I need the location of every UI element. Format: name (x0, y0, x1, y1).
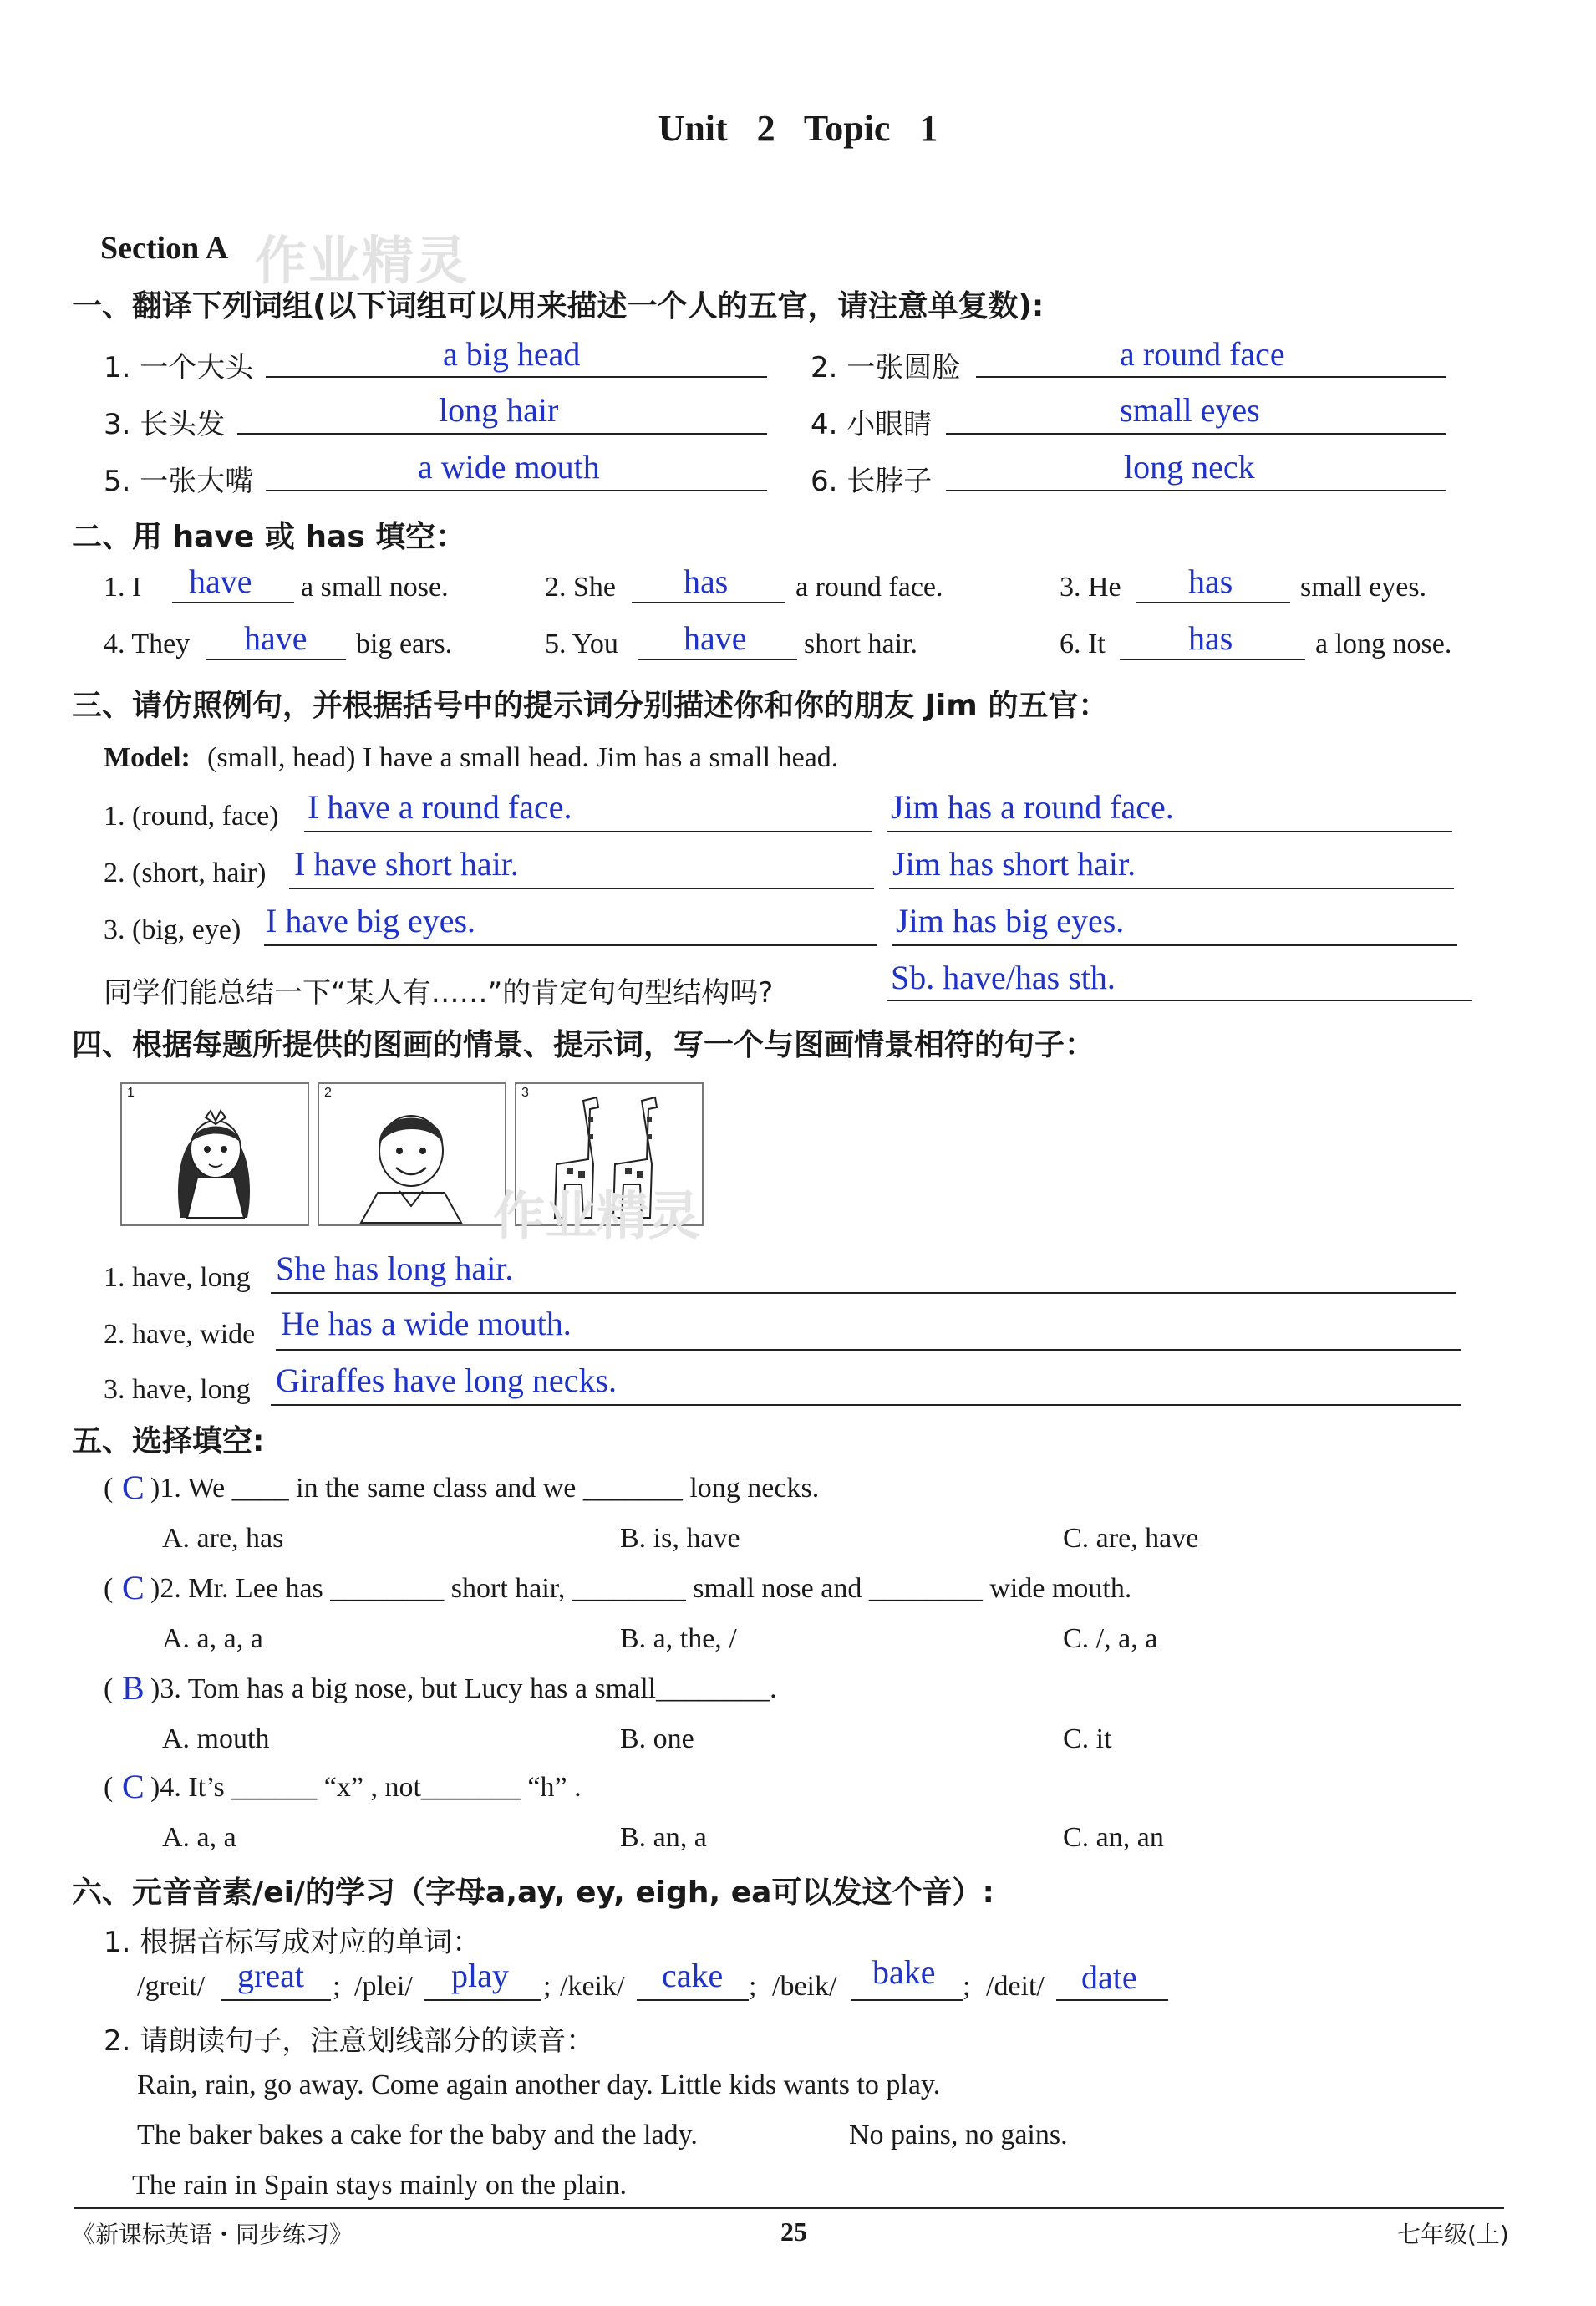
q4-answer: He has a wide mouth. (281, 1305, 572, 1342)
ipa: /greit/ (137, 1971, 206, 2002)
summary-question: 同学们能总结一下“某人有……”的肯定句句型结构吗? (104, 976, 774, 1010)
q1-answer: a wide mouth (418, 448, 600, 486)
q1-item-label: 3. 长头发 (104, 408, 226, 441)
answer-line (424, 1999, 541, 2001)
q1-item-label: 6. 长脖子 (811, 465, 933, 498)
reading-line-1: Rain, rain, go away. Come again another day. Little kids wants to play. (137, 2069, 941, 2100)
q1-heading: 一、翻译下列词组(以下词组可以用来描述一个人的五官，请注意单复数): (72, 289, 1045, 323)
q2-pre: 4. They (104, 629, 191, 659)
ipa: /plei/ (354, 1971, 413, 2002)
answer-line (637, 1999, 749, 2001)
q3-heading: 三、请仿照例句，并根据括号中的提示词分别描述你和你的朋友 Jim 的五官： (72, 689, 1109, 723)
paren-open: ( (104, 1673, 114, 1704)
q5-option-a: A. a, a (162, 1822, 236, 1853)
q1-answer: long neck (1124, 448, 1255, 486)
q1-answer: small eyes (1120, 391, 1260, 429)
answer-line (276, 1349, 1461, 1351)
answer-line (289, 888, 874, 889)
q3-answer-me: I have big eyes. (266, 902, 476, 939)
ipa: /beik/ (772, 1971, 837, 2002)
answer-line (851, 1999, 963, 2001)
answer-line (1056, 1999, 1168, 2001)
q1-item-label: 5. 一张大嘴 (104, 465, 254, 498)
q6-answer: play (451, 1957, 509, 1994)
q5-option-c: C. are, have (1063, 1523, 1199, 1554)
q2-pre: 1. I (104, 572, 142, 603)
q3-item-label: 3. (big, eye) (104, 914, 241, 945)
q2-answer: have (244, 619, 308, 657)
answer-line (266, 490, 767, 491)
q4-answer: Giraffes have long necks. (276, 1362, 618, 1399)
q2-answer: have (684, 619, 747, 657)
q2-heading: 二、用 have 或 has 填空： (72, 520, 466, 554)
picture-number: 1 (127, 1086, 135, 1100)
q4-item-label: 2. have, wide (104, 1319, 256, 1350)
answer-line (237, 433, 767, 435)
q2-post: a small nose. (301, 572, 449, 603)
reading-line-2b: No pains, no gains. (849, 2120, 1068, 2151)
answer-line (632, 602, 785, 603)
watermark: 作业精灵 (255, 230, 470, 291)
q6-answer: cake (662, 1957, 724, 1994)
q5-answer: C (122, 1768, 145, 1805)
paren-open: ( (104, 1772, 114, 1803)
separator: ; (749, 1971, 757, 2002)
q1-item-label: 4. 小眼睛 (811, 408, 933, 441)
separator: ; (963, 1971, 971, 2002)
q4-item-label: 1. have, long (104, 1262, 251, 1293)
q2-post: big ears. (356, 629, 453, 659)
watermark: 作业精灵 (493, 1185, 701, 1246)
q2-answer: has (1188, 563, 1233, 600)
q5-answer: C (122, 1469, 145, 1506)
q2-post: a round face. (795, 572, 943, 603)
section-label: Section A (100, 231, 229, 266)
q6-answer: bake (872, 1953, 936, 1991)
q3-answer-me: I have a round face. (308, 788, 572, 826)
answer-line (304, 831, 872, 832)
answer-line (271, 1292, 1456, 1294)
answer-line (221, 1999, 331, 2001)
q4-heading: 四、根据每题所提供的图画的情景、提示词，写一个与图画情景相符的句子： (72, 1028, 1095, 1062)
footer-grade: 七年级(上) (1397, 2221, 1509, 2248)
picture-girl (120, 1082, 309, 1226)
separator: ; (543, 1971, 551, 2002)
reading-line-3: The rain in Spain stays mainly on the plain. (132, 2170, 628, 2201)
answer-line (638, 659, 797, 660)
q6-sub1: 1. 根据音标写成对应的单词： (104, 1926, 481, 1959)
page-number: 25 (780, 2217, 807, 2247)
footer-book-title: 《新课标英语・同步练习》 (72, 2221, 353, 2248)
q2-pre: 5. You (545, 629, 618, 659)
q5-stem: )2. Mr. Lee has ________ short hair, ________ small nose and ________ wide mouth. (150, 1573, 1132, 1604)
q5-answer: C (122, 1569, 145, 1606)
answer-line (946, 490, 1446, 491)
q5-answer: B (122, 1669, 145, 1707)
q5-option-c: C. an, an (1063, 1822, 1164, 1853)
q6-answer: great (237, 1957, 304, 1994)
paren-open: ( (104, 1473, 114, 1504)
q2-pre: 3. He (1060, 572, 1121, 603)
q2-post: short hair. (804, 629, 917, 659)
answer-line (976, 376, 1446, 378)
answer-line (172, 602, 294, 603)
q4-answer: She has long hair. (276, 1250, 514, 1287)
q3-answer-jim: Jim has short hair. (892, 845, 1136, 883)
picture-number: 2 (324, 1086, 332, 1100)
q5-heading: 五、选择填空: (72, 1424, 265, 1458)
page-title: Unit 2 Topic 1 (658, 108, 938, 149)
q2-pre: 6. It (1060, 629, 1106, 659)
boy-illustration (319, 1084, 505, 1224)
answer-line (1120, 659, 1305, 660)
answer-line (892, 944, 1457, 946)
picture-number: 3 (521, 1086, 529, 1100)
q5-option-b: B. one (620, 1723, 694, 1754)
answer-line (887, 831, 1452, 832)
paren-open: ( (104, 1573, 114, 1604)
answer-line (1136, 602, 1290, 603)
picture-boy (318, 1082, 506, 1226)
q6-heading: 六、元音音素/ei/的学习（字母a,ay, ey, eigh, ea可以发这个音）: (72, 1876, 994, 1910)
q1-answer: long hair (439, 391, 559, 429)
answer-line (264, 944, 877, 946)
separator: ; (333, 1971, 341, 2002)
q5-stem: )4. It’s ______ “x” , not_______ “h” . (150, 1772, 582, 1803)
q3-answer-jim: Jim has a round face. (891, 788, 1174, 826)
answer-line (887, 1000, 1472, 1001)
q6-answer: date (1081, 1958, 1137, 1996)
reading-line-2a: The baker bakes a cake for the baby and the lady. (137, 2120, 698, 2151)
q5-option-c: C. it (1063, 1723, 1112, 1754)
q5-stem: )3. Tom has a big nose, but Lucy has a small________. (150, 1673, 777, 1704)
q1-answer: a round face (1120, 335, 1285, 373)
ipa: /keik/ (560, 1971, 625, 2002)
answer-line (266, 376, 767, 378)
model-label: Model: (104, 742, 191, 773)
q4-item-label: 3. have, long (104, 1374, 251, 1405)
q5-option-b: B. a, the, / (620, 1623, 737, 1654)
summary-answer: Sb. have/has sth. (891, 959, 1116, 996)
q5-stem: )1. We ____ in the same class and we _______ long necks. (150, 1473, 820, 1504)
model-text: (small, head) I have a small head. Jim has a small head. (207, 742, 839, 773)
q2-answer: have (189, 563, 252, 600)
q5-option-b: B. an, a (620, 1822, 707, 1853)
q1-answer: a big head (443, 335, 581, 373)
q2-post: a long nose. (1315, 629, 1452, 659)
answer-line (206, 659, 346, 660)
q2-answer: has (1188, 619, 1233, 657)
q3-answer-jim: Jim has big eyes. (896, 902, 1125, 939)
answer-line (271, 1404, 1461, 1406)
q3-answer-me: I have short hair. (294, 845, 519, 883)
q5-option-a: A. mouth (162, 1723, 270, 1754)
q5-option-a: A. a, a, a (162, 1623, 263, 1654)
q5-option-a: A. are, has (162, 1523, 284, 1554)
q5-option-b: B. is, have (620, 1523, 740, 1554)
q1-item-label: 1. 一个大头 (104, 351, 254, 384)
q6-sub2: 2. 请朗读句子，注意划线部分的读音： (104, 2024, 595, 2058)
q2-pre: 2. She (545, 572, 616, 603)
q2-post: small eyes. (1300, 572, 1427, 603)
footer-rule (74, 2207, 1504, 2209)
q3-item-label: 1. (round, face) (104, 801, 279, 832)
girl-illustration (122, 1084, 308, 1224)
answer-line (946, 433, 1446, 435)
q2-answer: has (684, 563, 729, 600)
ipa: /deit/ (986, 1971, 1045, 2002)
q5-option-c: C. /, a, a (1063, 1623, 1158, 1654)
q1-item-label: 2. 一张圆脸 (811, 351, 961, 384)
q3-item-label: 2. (short, hair) (104, 858, 267, 888)
answer-line (889, 888, 1454, 889)
